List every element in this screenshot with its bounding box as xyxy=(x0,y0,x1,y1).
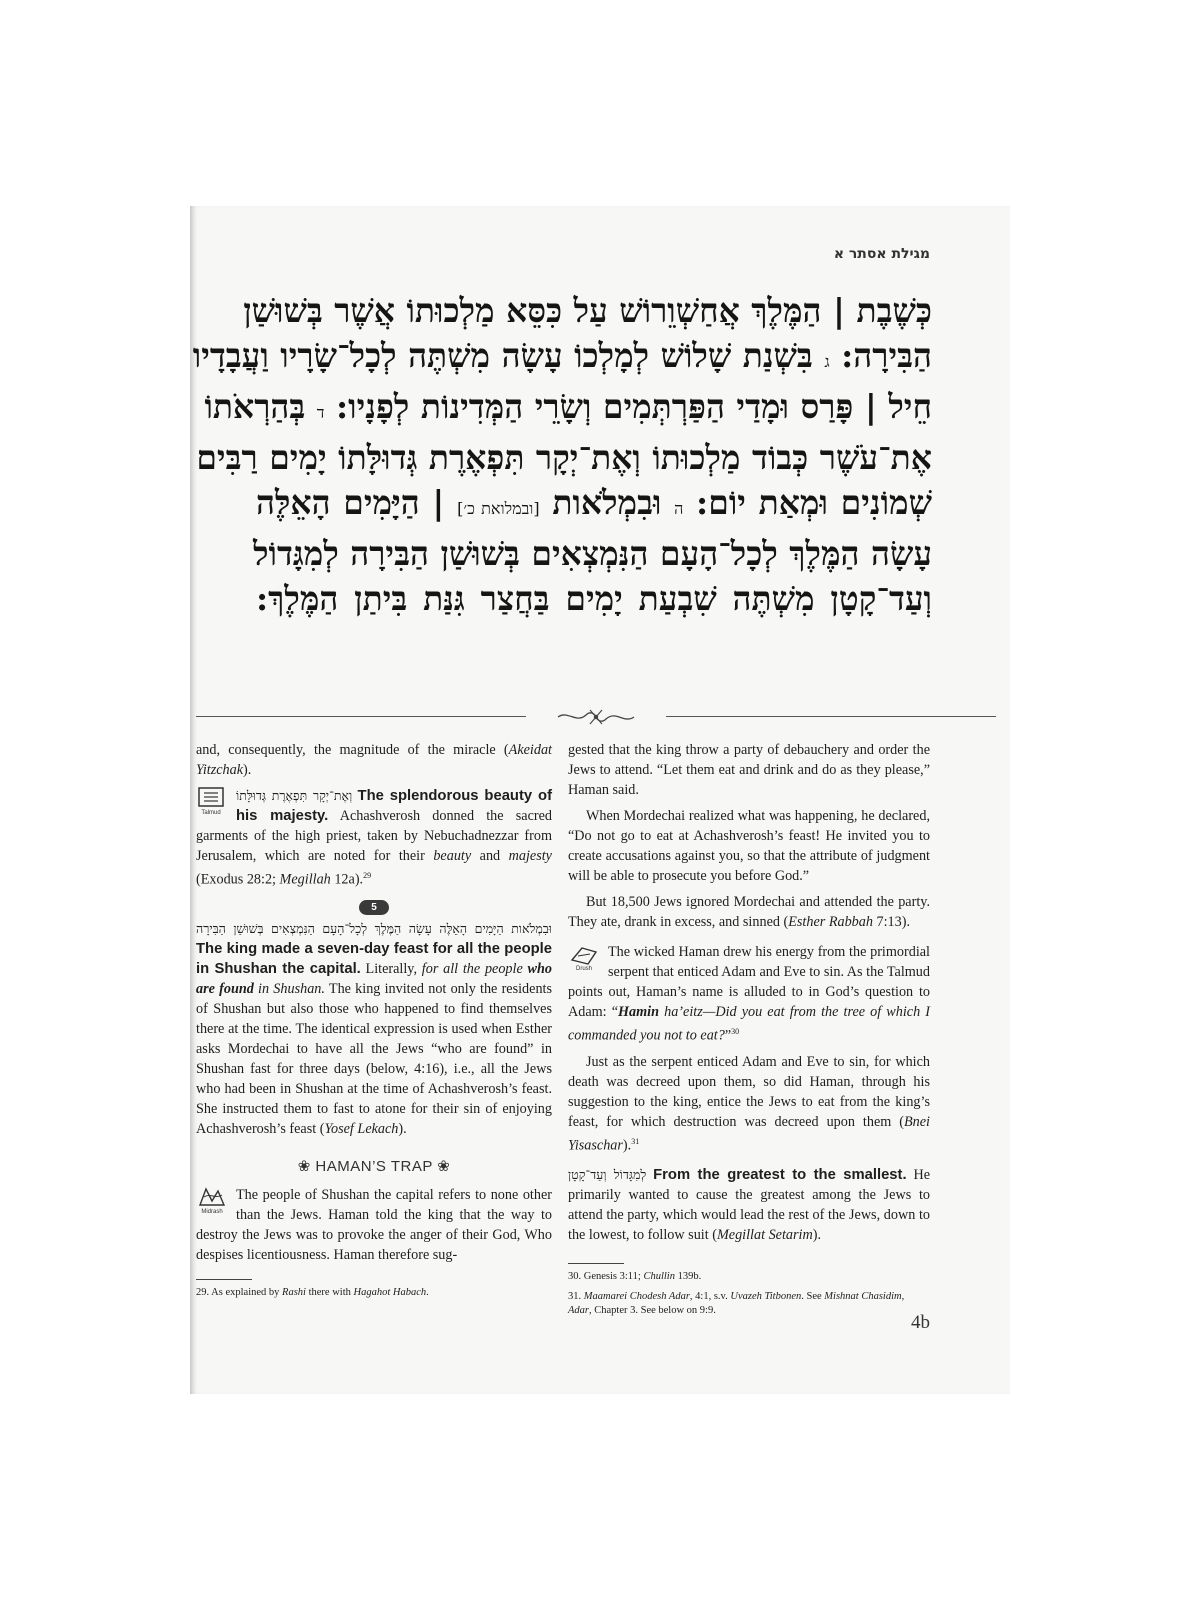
text: and xyxy=(471,848,509,864)
verse-marker: ה xyxy=(674,499,684,518)
lemma-heading: From the greatest to the smallest. xyxy=(653,1167,907,1184)
commentary-paragraph xyxy=(568,1165,930,1245)
hebrew-verse-block xyxy=(192,288,932,621)
midrash-icon xyxy=(196,1185,230,1215)
footnote xyxy=(568,1270,930,1284)
keri-ketiv-note: [ובמלואת כ׳] xyxy=(457,499,540,518)
citation: Mishnat Chasidim, Adar xyxy=(568,1291,905,1317)
footnote-number: 29. xyxy=(196,1286,210,1298)
section-title: ❀ HAMAN’S TRAP ❀ xyxy=(297,1157,451,1175)
hebrew-line xyxy=(256,480,932,531)
emphasis: for all the people xyxy=(421,960,528,977)
text: The wicked Haman drew his energy from the primordial serpent that enticed Adam and Eve to sin. As the Talmud points out, Haman’s name is alluded to in God’s question to Adam: “ xyxy=(568,944,930,1020)
book-page xyxy=(190,206,1010,1394)
text: Just as the serpent enticed Adam and Eve to sin, for which death was decreed upon them, so did Haman, through his suggestion to the king, entice the Jews to eat from the king’s feast, for which destruction was decreed upon them ( xyxy=(568,1053,930,1130)
citation: Chullin xyxy=(643,1271,675,1283)
page-number: 4b xyxy=(911,1312,930,1333)
hebrew-lemma: לְמִגָּדוֹל וְעַד־קָטָן xyxy=(568,1167,647,1183)
citation: Yosef Lekach xyxy=(324,1120,399,1137)
citation: Maamarei Chodesh Adar xyxy=(581,1291,690,1303)
text: Literally, xyxy=(360,960,422,977)
commentary-column-left xyxy=(196,740,552,1306)
citation: Hagahot Habach xyxy=(353,1286,427,1298)
text: ” xyxy=(724,1027,732,1044)
hebrew-text: בִּשְׁנַת שָׁלוֹשׁ לְמָלְכוֹ עָשָׂה מִשְׁתֶּה לְכָל־שָׂרָיו וַעֲבָדָיו xyxy=(192,336,825,375)
text: and, consequently, the magnitude of the miracle ( xyxy=(196,742,509,758)
divider-rule xyxy=(666,716,996,717)
citation: Esther Rabbah xyxy=(788,914,873,930)
commentary-paragraph xyxy=(196,919,552,1139)
text: ). xyxy=(398,1120,407,1137)
footnote-ref: 29 xyxy=(363,871,372,880)
hebrew-line: עָשָׂה הַמֶּלֶךְ לְכָל־הָעָם הַנִּמְצְאִים בְּשׁוּשַׁן הַבִּירָה לְמִגָּדוֹל xyxy=(253,534,932,573)
footnote xyxy=(196,1286,552,1300)
footnote-number: 31. xyxy=(568,1291,582,1303)
text: . See xyxy=(801,1291,825,1303)
text: As explained by xyxy=(209,1286,283,1298)
lemma-heading: The splendorous beauty of his majesty. xyxy=(236,788,552,824)
hebrew-lemma: וּבִמְלֹאות הַיָּמִים הָאֵלֶּה עָשָׂה הַמֶּלֶךְ לְכָל־הָעָם הַנִּמְצְאִים בְּשׁוּשַׁן הַבִּירָה xyxy=(196,920,552,936)
text: Achashverosh donned the sacred garments of the high priest, taken by Nebuchadnezzar from Jerusalem, which are noted for their xyxy=(196,808,552,864)
verse-number-badge: 5 xyxy=(359,900,389,915)
text: Genesis 3:11; xyxy=(581,1271,644,1283)
hebrew-text: | הַיָּמִים הָאֵלֶּה xyxy=(256,483,458,522)
icon-caption: Talmud xyxy=(201,810,221,816)
footnote-rule xyxy=(568,1263,624,1264)
text: The people of Shushan the capital refers to none other than the Jews. Haman told the king that the way to destroy the Jews was to provoke the anger of their God, Who despises licentiousness. Haman therefore sug- xyxy=(196,1186,552,1263)
footnote xyxy=(568,1290,930,1318)
commentary-paragraph xyxy=(568,892,930,932)
hebrew-text: חֵיל | פָּרַס וּמָדַי הַפַּרְתְּמִים וְשָׂרֵי הַמְּדִינוֹת לְפָנָיו: xyxy=(324,387,932,426)
footnote-rule xyxy=(196,1279,252,1280)
hebrew-line: אֶת־עֹשֶׁר כְּבוֹד מַלְכוּתוֹ וְאֶת־יְקָר תִּפְאֶרֶת גְּדוּלָּתוֹ יָמִים רַבִּים xyxy=(196,438,932,477)
text: 139b. xyxy=(674,1271,702,1283)
citation: Akeidat Yitzchak xyxy=(196,742,552,778)
ornamental-divider xyxy=(196,706,996,728)
icon-caption: Midrash xyxy=(201,1208,223,1215)
text: ). xyxy=(812,1227,822,1244)
text: there with xyxy=(305,1286,354,1298)
citation: Megillah xyxy=(279,871,331,888)
emphasis: beauty xyxy=(433,848,472,864)
commentary-paragraph xyxy=(568,942,930,1046)
emphasis: in Shushan. xyxy=(253,980,325,997)
talmud-icon xyxy=(196,786,230,816)
divider-rule xyxy=(196,716,526,717)
hebrew-line xyxy=(192,333,932,384)
commentary-paragraph: When Mordechai realized what was happening, he declared, “Do not go to eat at Achashverosh’s feast! He invited you to create accusations against you, so that the attribute of judgment will be able to prosecute you before God.” xyxy=(568,808,930,884)
text: But 18,500 Jews ignored Mordechai and attended the party. They ate, drank in excess, and sinned ( xyxy=(568,894,930,930)
commentary-paragraph xyxy=(568,1052,930,1156)
footnote-number: 30. xyxy=(568,1271,582,1283)
emphasis: ha’eitz—Did you eat from the tree of which I commanded you not to eat? xyxy=(568,1004,930,1044)
emphasis: Hamin xyxy=(618,1004,660,1020)
text: ). xyxy=(243,762,252,778)
hebrew-line: וְעַד־קָטָן מִשְׁתֶּה שִׁבְעַת יָמִים בַּחֲצַר גִּנַּת בִּיתַן הַמֶּלֶךְ: xyxy=(256,579,932,618)
hebrew-lemma: וְאֶת־יְקָר תִּפְאֶרֶת גְּדוּלָּתוֹ xyxy=(236,788,353,803)
citation: Bnei Yisaschar xyxy=(568,1113,930,1154)
running-head: מגילת אסתר א xyxy=(833,246,930,262)
hebrew-line xyxy=(204,384,932,435)
hebrew-text: שְׁמוֹנִים וּמְאַת יוֹם: xyxy=(683,483,932,522)
commentary-paragraph: gested that the king throw a party of debauchery and order the Jews to attend. “Let them eat and drink and do as they please,” Haman said. xyxy=(568,742,930,798)
icon-caption: Drush xyxy=(575,966,593,972)
citation: Rashi xyxy=(282,1286,306,1298)
emphasis: who are found xyxy=(196,960,552,997)
text: He primarily wanted to cause the greatest among the Jews to attend the party, which would lead the rest of the Jews, down to the lowest, to follow suit ( xyxy=(568,1167,930,1244)
text: 7:13). xyxy=(872,914,911,930)
text: 12a). xyxy=(330,871,364,888)
commentary-paragraph xyxy=(196,1185,552,1265)
text: ). xyxy=(622,1137,632,1154)
text: , Chapter 3. See below on 9:9. xyxy=(589,1305,716,1317)
hebrew-text: הַבִּירָה: xyxy=(829,336,932,375)
text: , 4:1, s.v. xyxy=(689,1291,731,1303)
footnote-ref: 31 xyxy=(631,1136,640,1146)
hebrew-text: בְּהַרְאֹתוֹ xyxy=(204,387,317,426)
commentary-paragraph xyxy=(196,786,552,890)
citation: Megillat Setarim xyxy=(716,1227,813,1244)
citation: Uvazeh Titbonen xyxy=(730,1291,802,1303)
emphasis: majesty xyxy=(508,848,552,864)
text: (Exodus 28:2; xyxy=(196,871,280,888)
lemma-heading: The king made a seven-day feast for all the people in Shushan the capital. xyxy=(196,940,552,977)
text: The king invited not only the residents of Shushan but also those who happened to find themselves there at the time. The identical expression is used when Esther asks Mordechai to have all the Jews “who are found” in Shushan fast for three days (below, 4:16), i.e., all the Jews who had been in Shushan at the time of Achashverosh’s feast. She instructed them to fast to atone for their sin of enjoying Achashverosh’s feast ( xyxy=(196,980,553,1137)
verse-marker: ד xyxy=(316,403,325,422)
verse-marker: ג xyxy=(824,352,830,371)
footnote-ref: 30 xyxy=(731,1027,740,1036)
commentary-paragraph xyxy=(196,740,552,780)
flourish-icon xyxy=(556,706,636,728)
hebrew-line: כְּשֶׁבֶת | הַמֶּלֶךְ אֲחַשְׁוֵרוֹשׁ עַל כִּסֵּא מַלְכוּתוֹ אֲשֶׁר בְּשׁוּשַׁן xyxy=(243,291,932,330)
hebrew-text: וּבִמְלֹאות xyxy=(539,483,675,522)
drush-icon xyxy=(568,942,602,972)
text: . xyxy=(426,1286,429,1298)
commentary-column-right xyxy=(568,740,930,1324)
